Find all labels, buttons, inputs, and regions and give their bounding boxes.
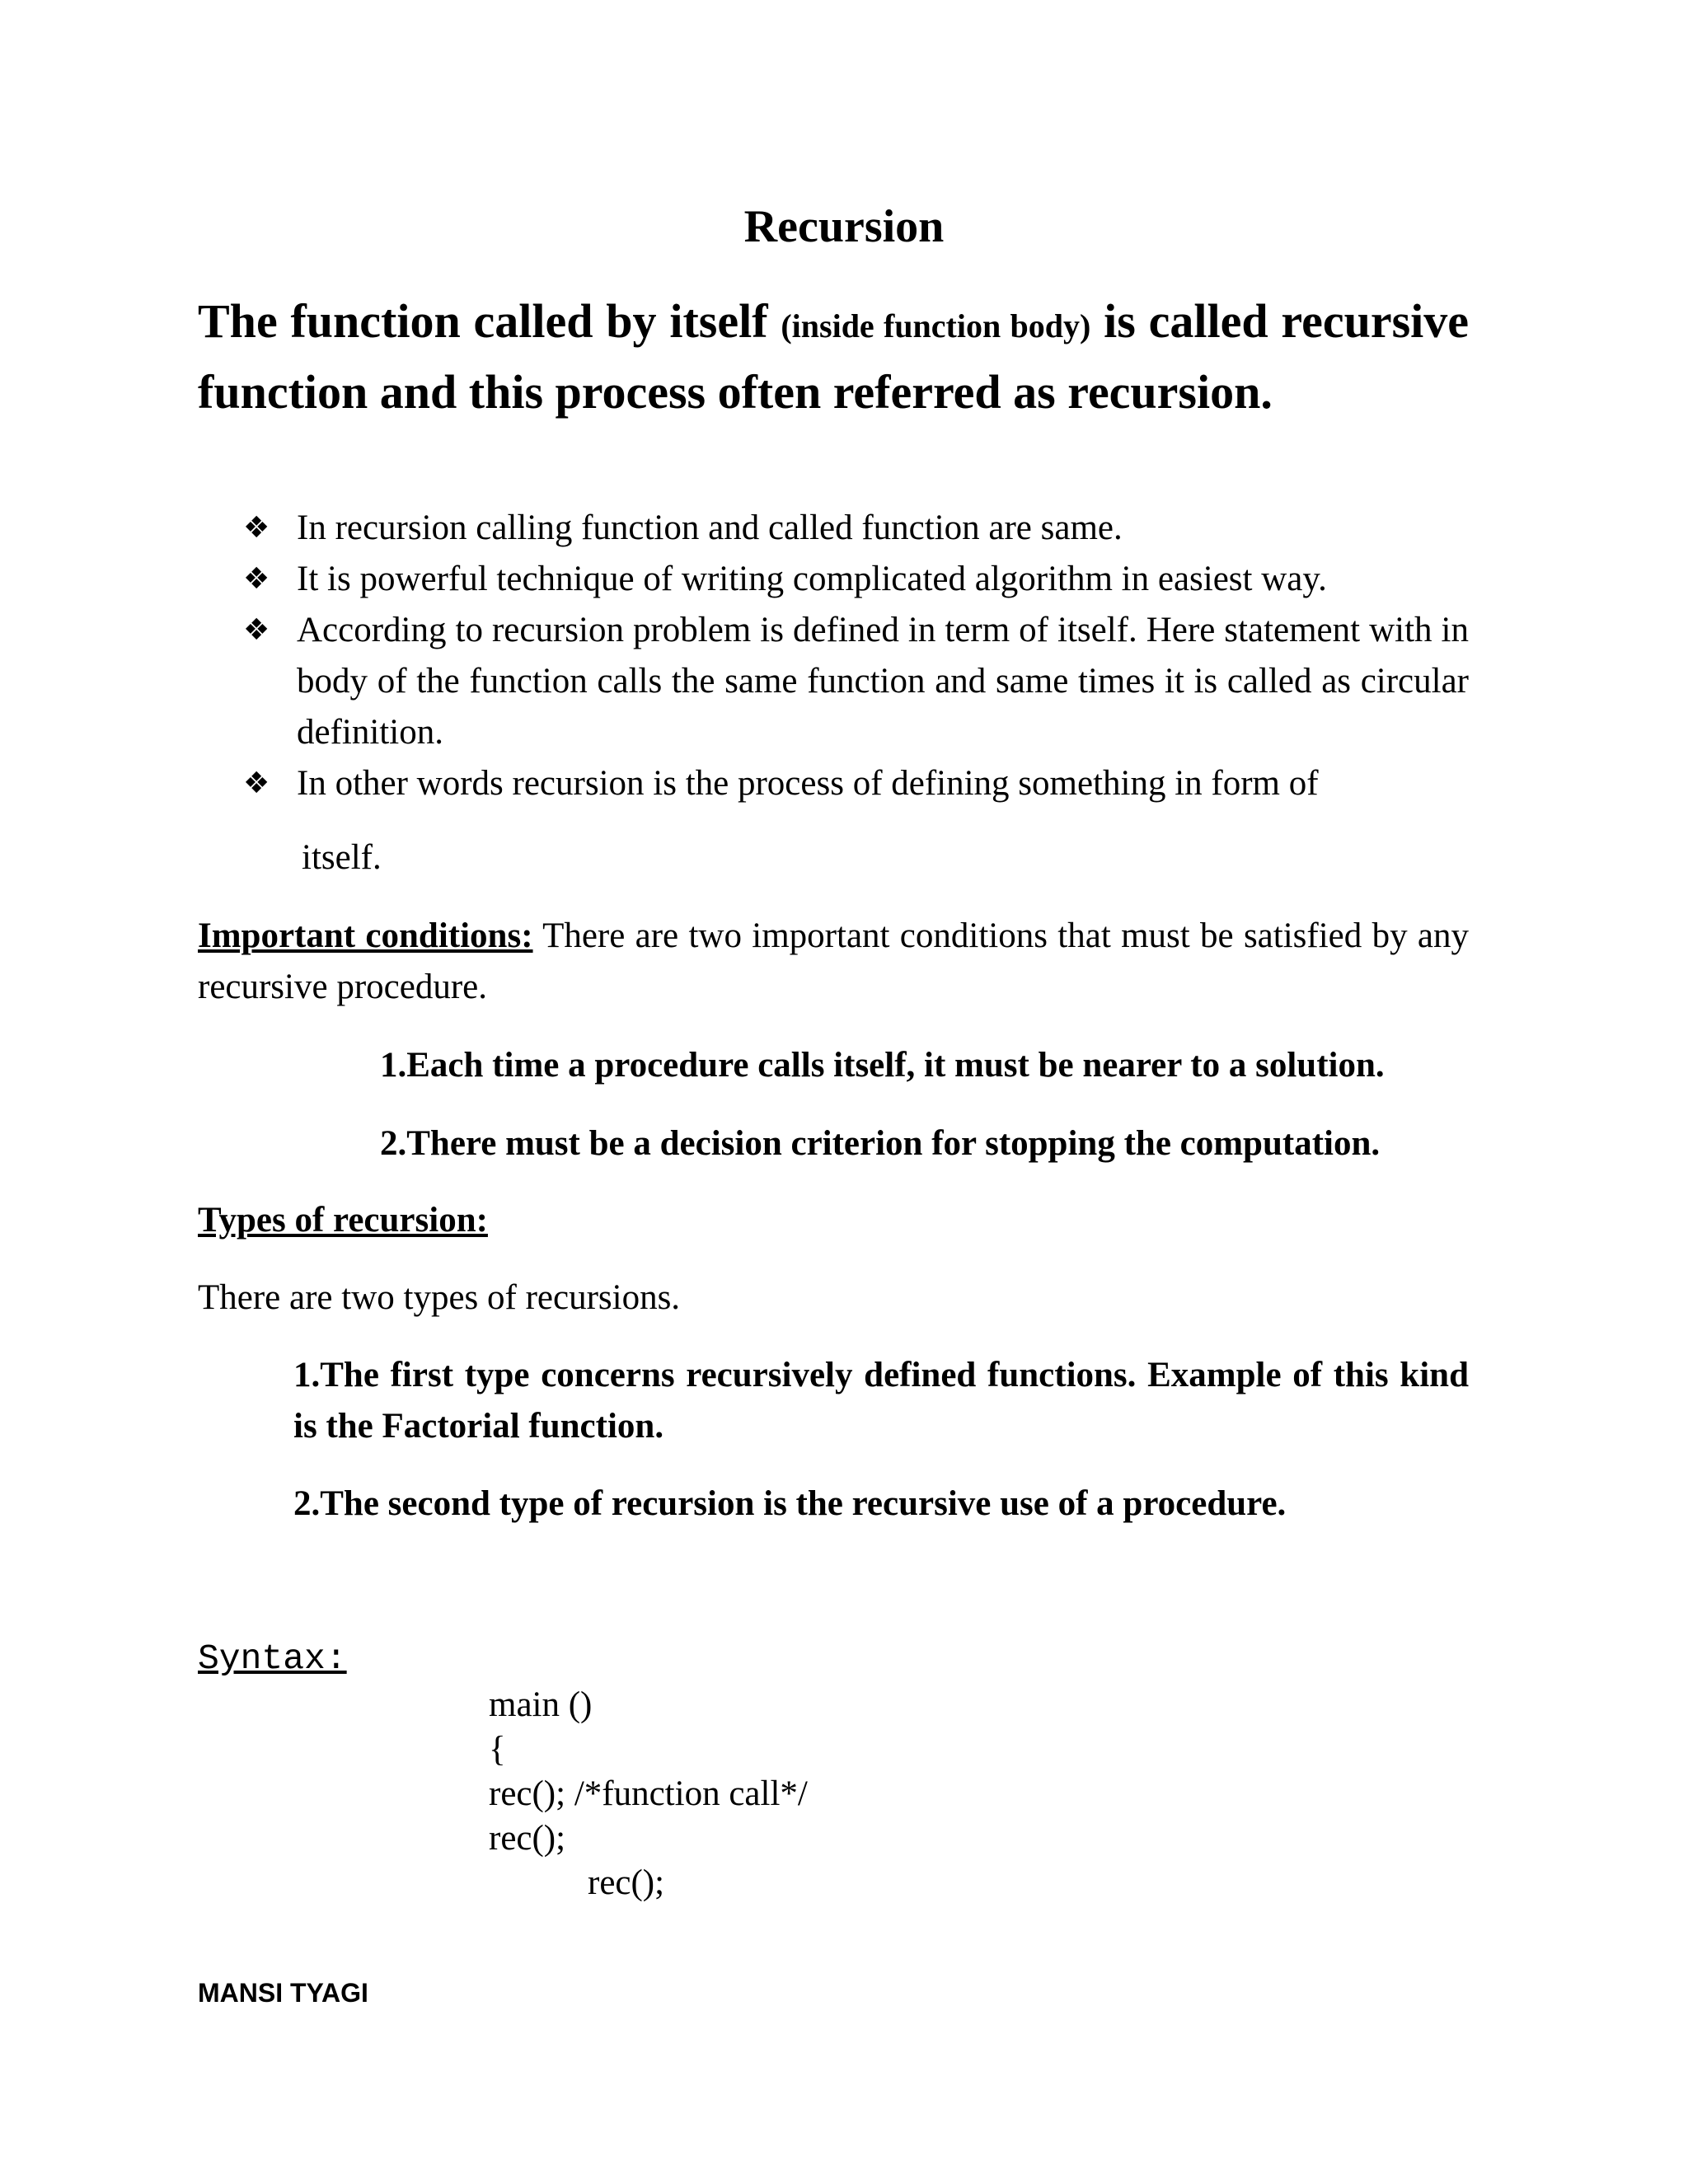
bullet-text: In other words recursion is the process of defining something in form of: [297, 764, 1319, 803]
code-line: rec(); /*function call*/: [489, 1774, 808, 1813]
code-line: main (): [489, 1685, 593, 1724]
list-item: [243, 605, 1469, 758]
footer-author: MANSI TYAGI: [198, 1978, 368, 2008]
diamond-bullet-icon: ❖: [243, 511, 270, 545]
definition-paragraph: [198, 288, 1469, 425]
definition-part3: is called recursive function and this process often referred as recursion.: [198, 294, 1469, 419]
list-item: [243, 758, 1469, 809]
diamond-bullet-icon: ❖: [243, 766, 270, 800]
diamond-bullet-icon: ❖: [243, 562, 270, 596]
syntax-code-block: [489, 1683, 808, 1905]
bullet-continuation: itself.: [302, 838, 382, 877]
bullet-text: It is powerful technique of writing complicated algorithm in easiest way.: [297, 560, 1327, 598]
list-item: [243, 554, 1469, 605]
code-line: rec();: [588, 1863, 665, 1902]
code-line: {: [489, 1730, 506, 1769]
type-item-1: 1.The first type concerns recursively defined functions. Example of this kind is the Factorial function.: [293, 1356, 1469, 1446]
definition-part2: (inside function body): [781, 307, 1091, 344]
important-conditions-paragraph: [198, 911, 1469, 1013]
page-title: Recursion: [743, 201, 945, 252]
types-intro: There are two types of recursions.: [198, 1278, 681, 1317]
condition-2: 2.There must be a decision criterion for stopping the computation.: [380, 1124, 1381, 1163]
bullet-text: According to recursion problem is defined in term of itself. Here statement with in body of the function calls the same function and same times it is called as circular definition.: [297, 611, 1469, 752]
code-line: rec();: [489, 1819, 566, 1858]
bullet-text: In recursion calling function and called function are same.: [297, 509, 1123, 547]
definition-part1: The function called by itself: [198, 294, 768, 348]
list-item: [243, 503, 1469, 554]
types-heading: Types of recursion:: [198, 1201, 488, 1240]
bullet-list: [243, 503, 1469, 809]
important-heading: Important conditions:: [198, 916, 533, 955]
condition-1: 1.Each time a procedure calls itself, it must be nearer to a solution.: [380, 1046, 1385, 1085]
syntax-heading: Syntax:: [198, 1638, 347, 1679]
diamond-bullet-icon: ❖: [243, 613, 270, 647]
important-text: There are two important conditions that must be satisfied by any recursive procedure.: [198, 916, 1469, 1006]
type-item-2: 2.The second type of recursion is the recursive use of a procedure.: [293, 1484, 1287, 1523]
